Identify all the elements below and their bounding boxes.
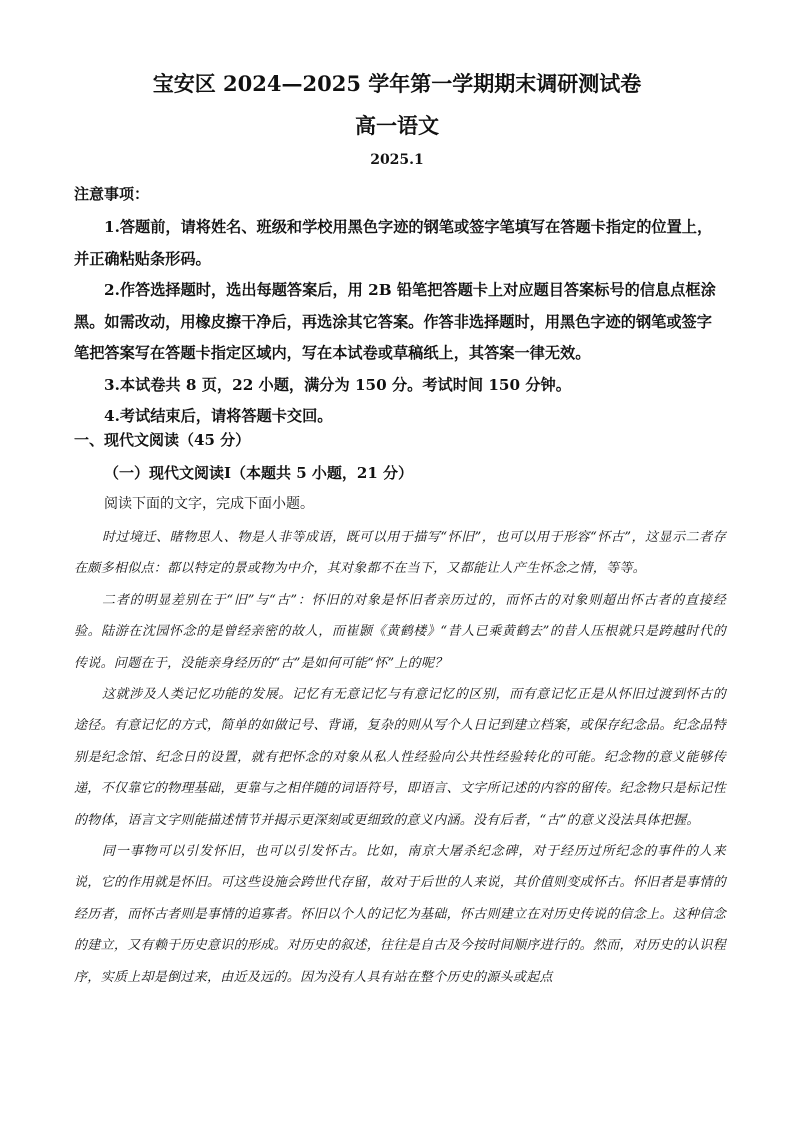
notice-list	[74, 212, 724, 433]
passage-paragraph: 同一事物可以引发怀旧，也可以引发怀古。比如，南京大屠杀纪念碑，对于经历过所纪念的事件的人来说，它的作用就是怀旧。可这些设施会跨世代存留，故对于后世的人来说，其价值则变成怀古。怀旧者是事情的经历者，而怀古者则是事情的追寡者。怀旧以个人的记忆为基础，怀古则建立在对历史传说的信念上。这种信念的建立，又有赖于历史意识的形成。对历史的叙述，往往是自古及今按时间顺序进行的。然而，对历史的认识程序，实质上却是倒过来，由近及远的。因为没有人具有站在整个历史的源头或起点	[74, 844, 726, 985]
notice-heading: 注意事项：	[74, 185, 150, 203]
exam-title: 宝安区 2024—2025 学年第一学期期末调研测试卷	[152, 71, 642, 96]
passage-paragraph: 二者的明显差别在于“旧”与“古”：怀旧的对象是怀旧者亲历过的，而怀古的对象则超出怀古者的直接经验。陆游在沈园怀念的是曾经亲密的故人，而崔颢《黄鹤楼》“昔人已乘黄鹤去”的昔人压根就只是跨越时代的传说。问题在于，没能亲身经历的“古”是如何可能“怀”上的呢？	[74, 592, 726, 671]
exam-date: 2025.1	[370, 152, 424, 168]
notice-item: 4.考试结束后，请将答题卡交回。	[104, 407, 333, 425]
exam-subject: 高一语文	[355, 113, 439, 138]
reading-instruction: 阅读下面的文字，完成下面小题。	[104, 496, 314, 512]
notice-item: 1.答题前，请将姓名、班级和学校用黑色字迹的钢笔或签字笔填写在答题卡指定的位置上，并正确粘贴条形码。	[74, 218, 713, 268]
subsection-heading: （一）现代文阅读Ⅰ（本题共 5 小题，21 分）	[104, 464, 413, 482]
notice-item: 3.本试卷共 8 页，22 小题，满分为 150 分。考试时间 150 分钟。	[104, 375, 571, 394]
passage-paragraph: 时过境迁、睹物思人、物是人非等成语，既可以用于描写“怀旧”，也可以用于形容“怀古”，这显示二者存在颇多相似点：都以特定的景或物为中介，其对象都不在当下，又都能让人产生怀念之情，等等。	[74, 530, 726, 577]
reading-passage	[74, 522, 726, 993]
notice-item: 2.作答选择题时，选出每题答案后，用 2B 铅笔把答题卡上对应题目答案标号的信息点框涂黑。如需改动，用橡皮擦干净后，再选涂其它答案。作答非选择题时，用黑色字迹的钢笔或签字笔把答案写在答题卡指定区域内，写在本试卷或草稿纸上，其答案一律无效。	[74, 281, 716, 362]
section-heading: 一、现代文阅读（45 分）	[74, 431, 251, 449]
passage-paragraph: 这就涉及人类记忆功能的发展。记忆有无意记忆与有意记忆的区别，而有意记忆正是从怀旧过渡到怀古的途径。有意记忆的方式，简单的如做记号、背诵，复杂的则从写个人日记到建立档案，或保存纪念品。纪念品特别是纪念馆、纪念日的设置，就有把怀念的对象从私人性经验向公共性经验转化的可能。纪念物的意义能够传递，不仅靠它的物理基础，更靠与之相伴随的词语符号，即语言、文字所记述的内容的留传。纪念物只是标记性的物体，语言文字则能描述情节并揭示更深刻或更细致的意义内涵。没有后者，“古”的意义没法具体把握。	[74, 687, 726, 828]
